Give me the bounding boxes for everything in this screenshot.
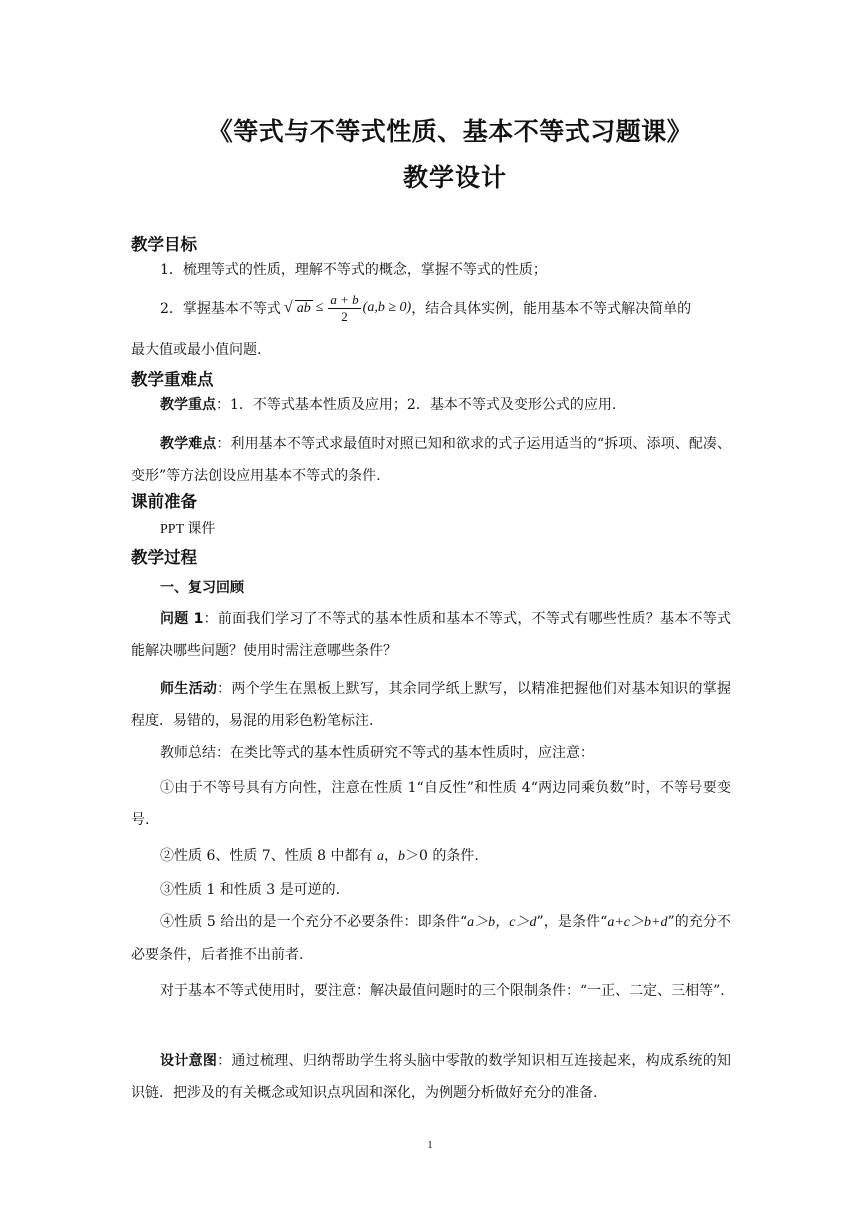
subheading-review: 一、复习回顾	[160, 580, 244, 596]
design-label: 设计意图	[160, 1053, 218, 1069]
page-number: 1	[427, 1139, 433, 1151]
goal-item-2-prefix: 2．掌握基本不等式	[160, 301, 281, 317]
activity-label: 师生活动	[160, 681, 218, 697]
note-1: ①由于不等号具有方向性，注意在性质 1“自反性”和性质 4“两边同乘负数”时，不等号要变号.	[131, 780, 731, 828]
heading-goals: 教学目标	[131, 235, 197, 254]
design-intent	[131, 1045, 731, 1109]
heading-key-points: 教学重难点	[131, 370, 214, 389]
goal-item-2-cont: 最大值或最小值问题.	[131, 342, 262, 358]
heading-prep: 课前准备	[131, 492, 197, 511]
question-1	[131, 603, 731, 667]
activity-paragraph	[131, 673, 731, 737]
document-subtitle: 教学设计	[402, 163, 507, 192]
sqrt-expression: √ ab	[283, 299, 311, 316]
difficulty-text: ：利用基本不等式求最值时对照已知和欲求的式子运用适当的“拆项、添项、配凑、变形”等方法创设应用基本不等式的条件.	[131, 436, 732, 484]
heading-process: 教学过程	[131, 548, 197, 567]
activity-text: ：两个学生在黑板上默写，其余同学纸上默写，以精准把握他们对基本知识的掌握程度．易错的，易混的用彩色粉笔标注.	[131, 681, 732, 729]
design-text: ：通过梳理、归纳帮助学生将头脑中零散的数学知识相互连接起来，构成系统的知识链．把涉及的有关概念或知识点巩固和深化，为例题分析做好充分的准备.	[131, 1053, 732, 1101]
leq-symbol: ≤	[315, 300, 324, 315]
difficulty-paragraph	[131, 428, 731, 492]
basic-inequality-note: 对于基本不等式使用时，要注意：解决最值问题时的三个限制条件：“一正、二定、三相等”.	[160, 983, 725, 999]
fraction-denominator: 2	[341, 308, 348, 324]
question-1-text: ：前面我们学习了不等式的基本性质和基本不等式，不等式有哪些性质？基本不等式能解决哪些问题？使用时需注意哪些条件？	[131, 611, 732, 659]
focus-paragraph	[160, 394, 760, 414]
goal-item-2-suffix: ，结合具体实例，能用基本不等式解决简单的	[411, 301, 692, 317]
focus-label: 教学重点	[160, 397, 216, 413]
note-2: ②性质 6、性质 7、性质 8 中都有 a，b＞0 的条件.	[160, 848, 479, 864]
teacher-summary: 教师总结：在类比等式的基本性质研究不等式的基本性质时，应注意：	[160, 745, 594, 761]
document-title: 《等式与不等式性质、基本不等式习题课》	[207, 117, 693, 146]
question-1-label: 问题 1	[160, 611, 204, 627]
focus-text: ：1．不等式基本性质及应用；2．基本不等式及变形公式的应用.	[216, 397, 617, 413]
note-3: ③性质 1 和性质 3 是可逆的.	[160, 882, 341, 898]
fraction	[328, 292, 360, 325]
goal-item-1: 1．梳理等式的性质，理解不等式的概念，掌握不等式的性质；	[160, 262, 547, 278]
fraction-numerator: a + b	[330, 291, 359, 307]
difficulty-label: 教学难点	[160, 436, 217, 452]
goal-item-2	[160, 288, 760, 328]
prep-text: PPT 课件	[160, 522, 216, 537]
note-4: ④性质 5 给出的是一个充分不必要条件：即条件“a＞b，c＞d”，是条件“a+c＞b+d”的充分不必要条件，后者推不出前者.	[131, 914, 731, 963]
condition: (a,b ≥ 0)	[362, 300, 412, 315]
